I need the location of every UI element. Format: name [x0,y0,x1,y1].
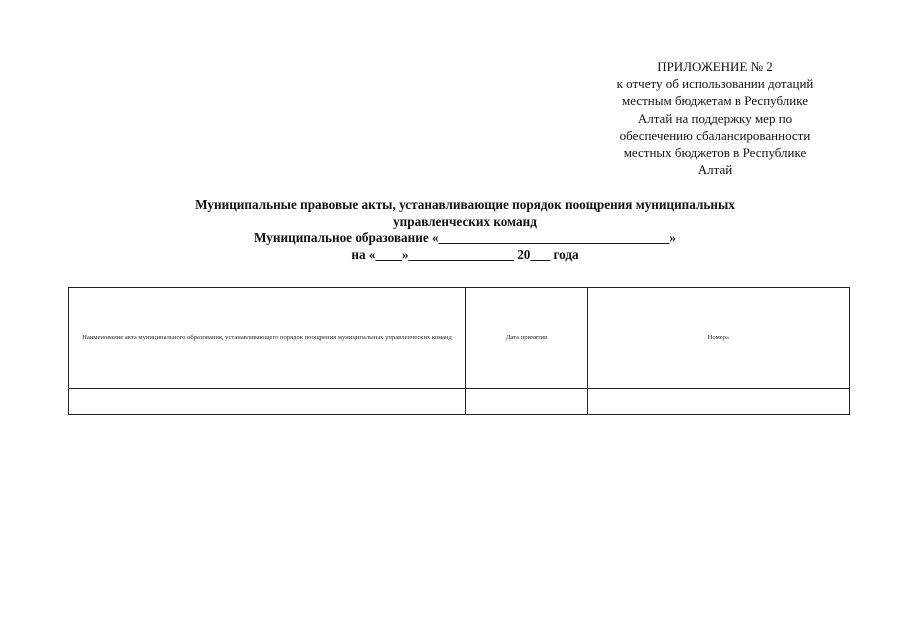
municipality-line: Муниципальное образование «___________________________________» [254,230,676,245]
header-act-name: Наименование акта муниципального образования, устанавливающего порядок поощрения муниципальных управленческих команд [69,288,466,389]
appendix-line: к отчету об использовании дотаций [616,76,814,92]
appendix-line: местных бюджетов в Республике [623,145,807,161]
header-adoption-date: Дата принятия [466,288,588,389]
table-header-row [69,288,850,389]
acts-table [68,287,849,414]
cell-number [588,389,850,415]
appendix-line: ПРИЛОЖЕНИЕ № 2 [657,59,773,74]
cell-adoption-date [466,389,588,415]
appendix-line: местным бюджетам в Республике [622,93,808,109]
date-line: на «____»________________ 20___ года [351,246,579,262]
title-line: Муниципальные правовые акты, устанавливающие порядок поощрения муниципальных [195,197,735,212]
cell-act-name [69,389,466,415]
title-line: управленческих команд [393,213,537,229]
appendix-line: Алтай на поддержку мер по [637,110,793,126]
header-number: Номер» [588,288,850,389]
appendix-note [580,58,850,178]
appendix-line: Алтай [697,162,733,178]
appendix-line: обеспечению сбалансированности [619,127,811,143]
table-row [69,389,850,415]
document-title [60,197,870,263]
